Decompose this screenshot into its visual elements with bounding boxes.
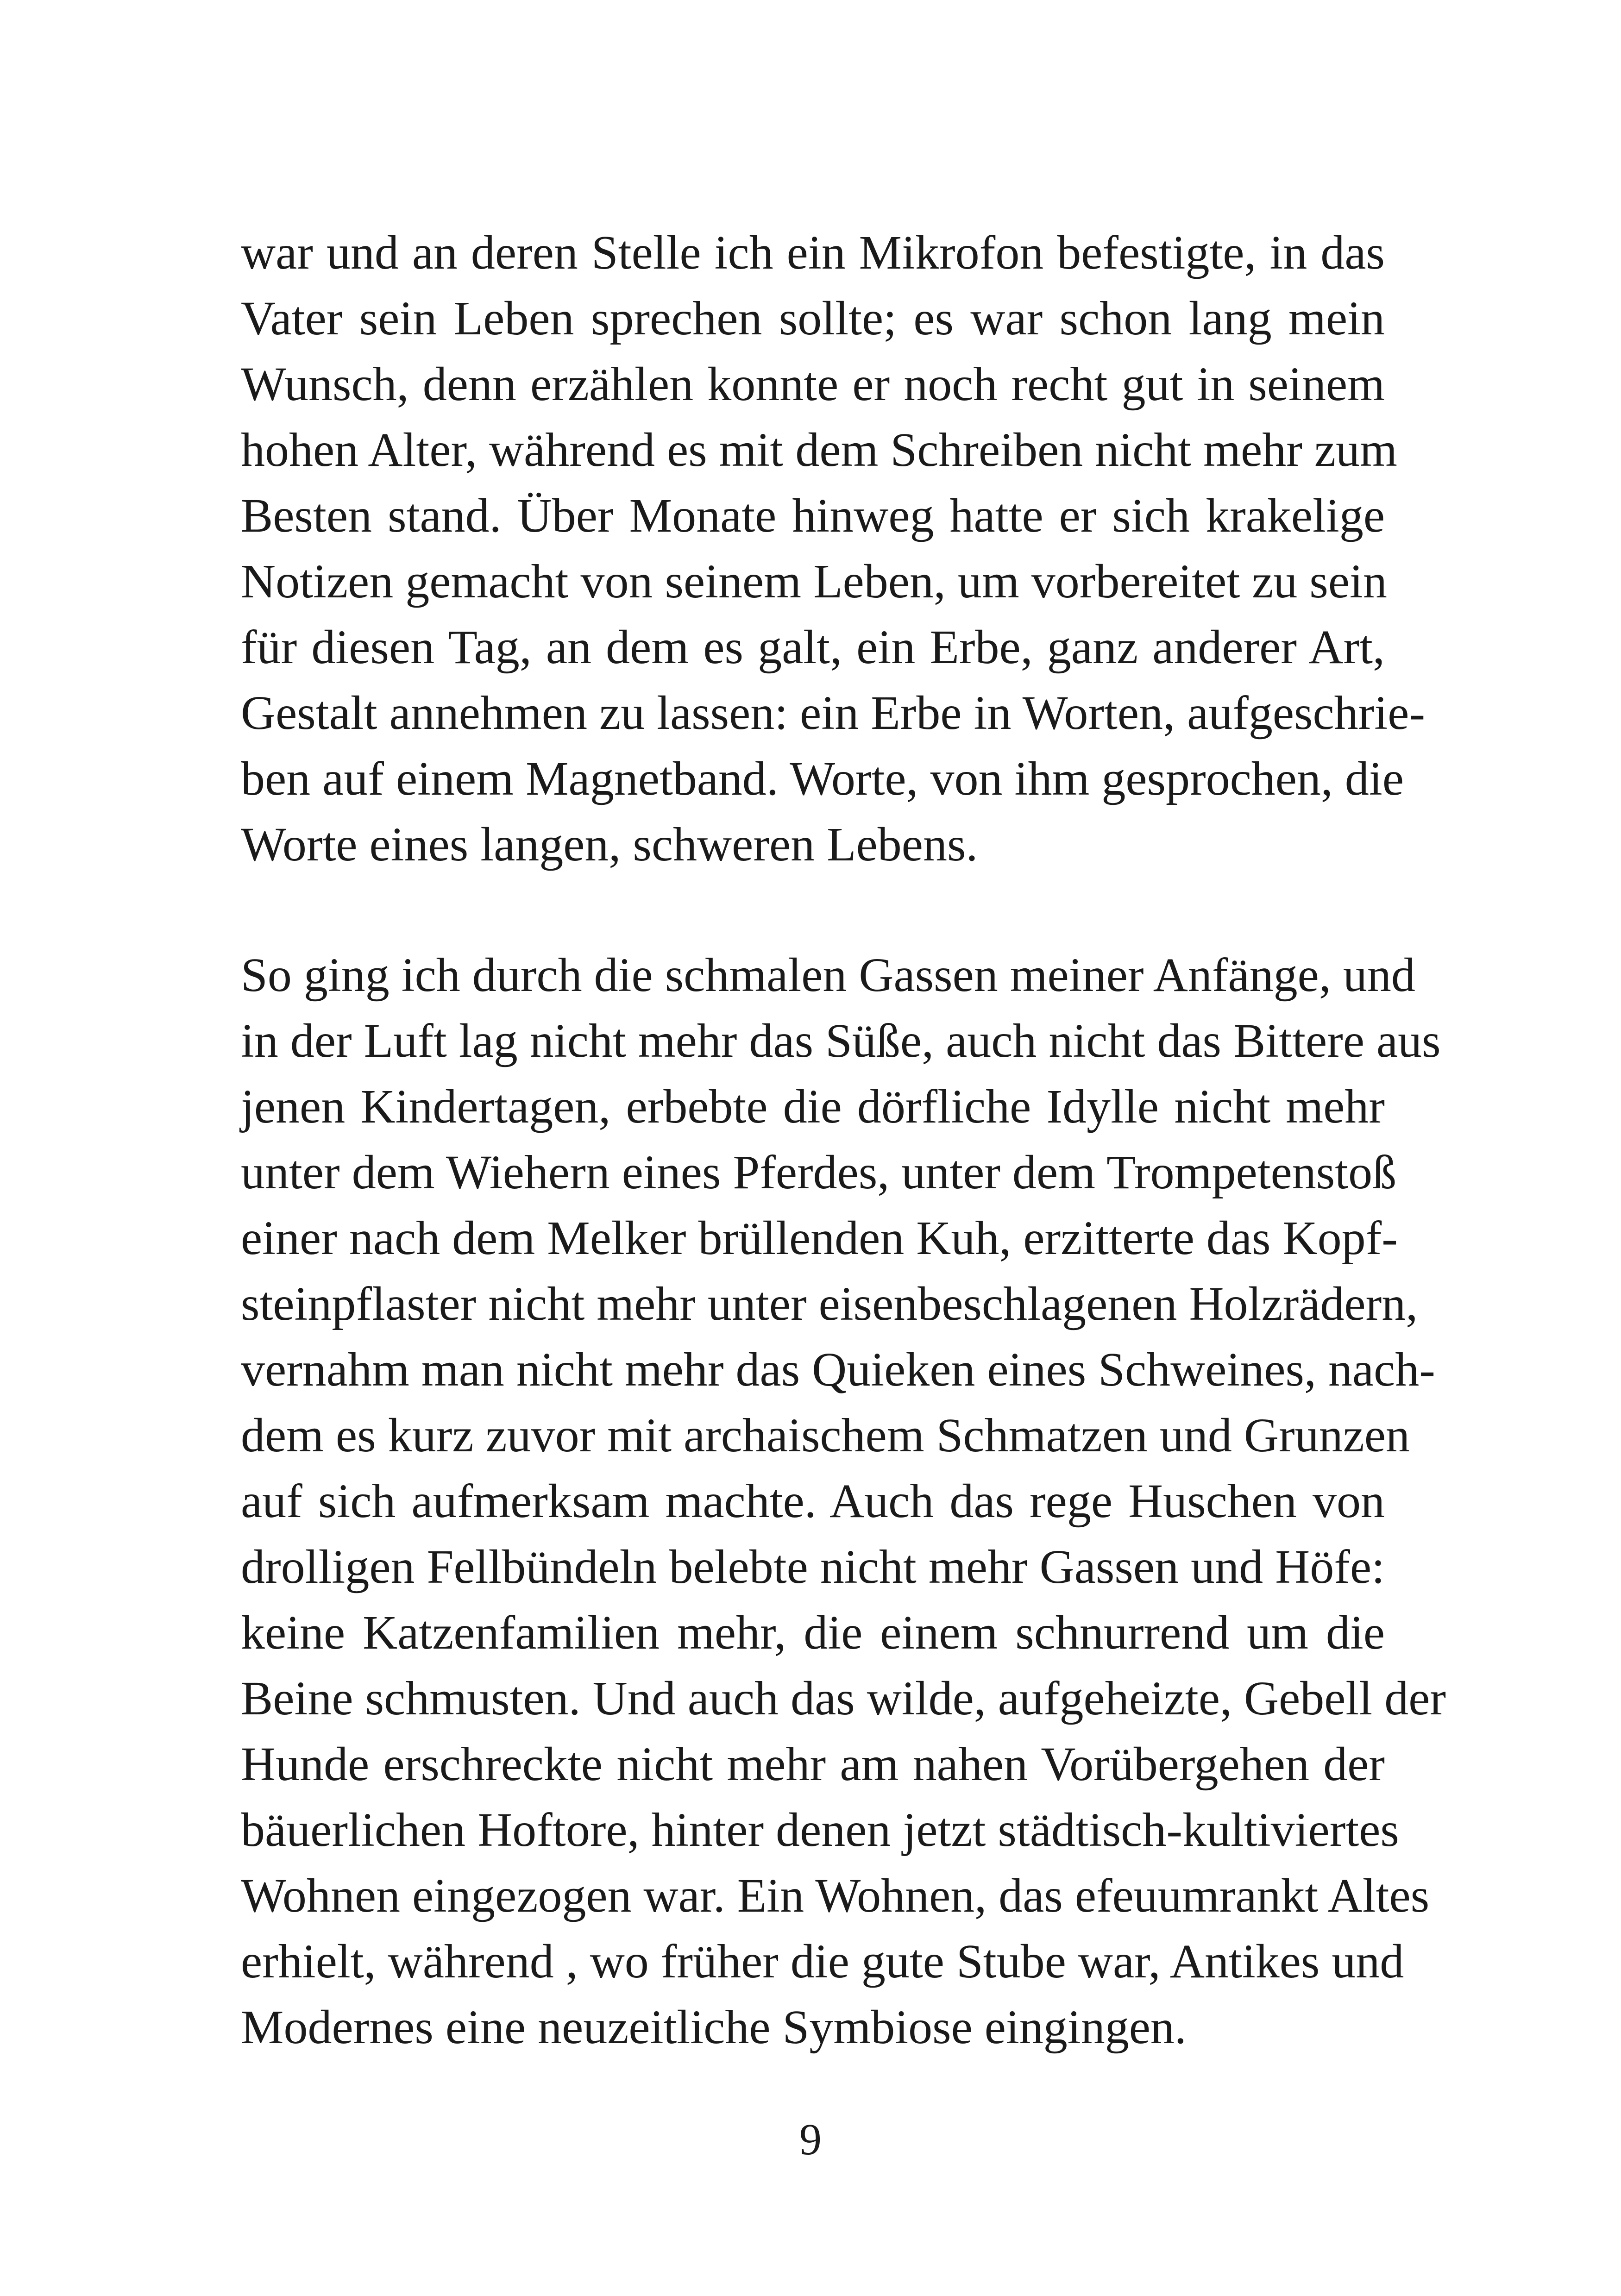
text-line: war und an deren Stelle ich ein Mikrofon befestigte, in das — [241, 226, 1385, 279]
text-line: vernahm man nicht mehr das Quieken eines Schweines, nach- — [241, 1343, 1435, 1396]
page-number: 9 — [799, 2114, 822, 2164]
text-line: dem es kurz zuvor mit archaischem Schmatzen und Grunzen — [241, 1409, 1410, 1462]
text-line: in der Luft lag nicht mehr das Süße, auch nicht das Bittere aus — [241, 1014, 1441, 1067]
text-line: keine Katzenfamilien mehr, die einem schnurrend um die — [241, 1606, 1385, 1659]
text-line: ben auf einem Magnetband. Worte, von ihm gesprochen, die — [241, 752, 1404, 805]
text-line: hohen Alter, während es mit dem Schreiben nicht mehr zum — [241, 423, 1397, 477]
text-line: Gestalt annehmen zu lassen: ein Erbe in Worten, aufgeschrie- — [241, 686, 1425, 740]
text-line: So ging ich durch die schmalen Gassen meiner Anfänge, und — [241, 948, 1415, 1002]
text-line: Notizen gemacht von seinem Leben, um vorbereitet zu sein — [241, 555, 1387, 608]
text-line: Modernes eine neuzeitliche Symbiose eingingen. — [241, 2001, 1187, 2054]
text-line: Besten stand. Über Monate hinweg hatte er sich krakelige — [241, 489, 1385, 542]
text-line: für diesen Tag, an dem es galt, ein Erbe, ganz anderer Art, — [241, 621, 1385, 674]
text-line: unter dem Wiehern eines Pferdes, unter dem Trompetenstoß — [241, 1146, 1397, 1199]
paragraph-1 — [241, 220, 1425, 878]
text-line: einer nach dem Melker brüllenden Kuh, erzitterte das Kopf- — [241, 1211, 1398, 1265]
text-line: drolligen Fellbündeln belebte nicht mehr Gassen und Höfe: — [241, 1540, 1385, 1593]
text-line: Vater sein Leben sprechen sollte; es war schon lang mein — [241, 292, 1385, 345]
text-line: Worte eines langen, schweren Lebens. — [241, 818, 978, 871]
text-line: jenen Kindertagen, erbebte die dörfliche Idylle nicht mehr — [241, 1080, 1385, 1133]
text-line: Hunde erschreckte nicht mehr am nahen Vorübergehen der — [241, 1738, 1385, 1791]
text-line: Beine schmusten. Und auch das wilde, aufgeheizte, Gebell der — [241, 1672, 1446, 1725]
text-line: auf sich aufmerksam machte. Auch das rege Huschen von — [241, 1474, 1385, 1528]
text-line: steinpflaster nicht mehr unter eisenbeschlagenen Holzrädern, — [241, 1277, 1418, 1330]
text-line: Wohnen eingezogen war. Ein Wohnen, das efeuumrankt Altes — [241, 1869, 1430, 1922]
text-line: erhielt, während , wo früher die gute Stube war, Antikes und — [241, 1935, 1404, 1988]
paragraph-2 — [241, 942, 1446, 2060]
text-line: Wunsch, denn erzählen konnte er noch recht gut in seinem — [241, 358, 1385, 411]
text-line: bäuerlichen Hoftore, hinter denen jetzt städtisch-kultiviertes — [241, 1803, 1399, 1857]
